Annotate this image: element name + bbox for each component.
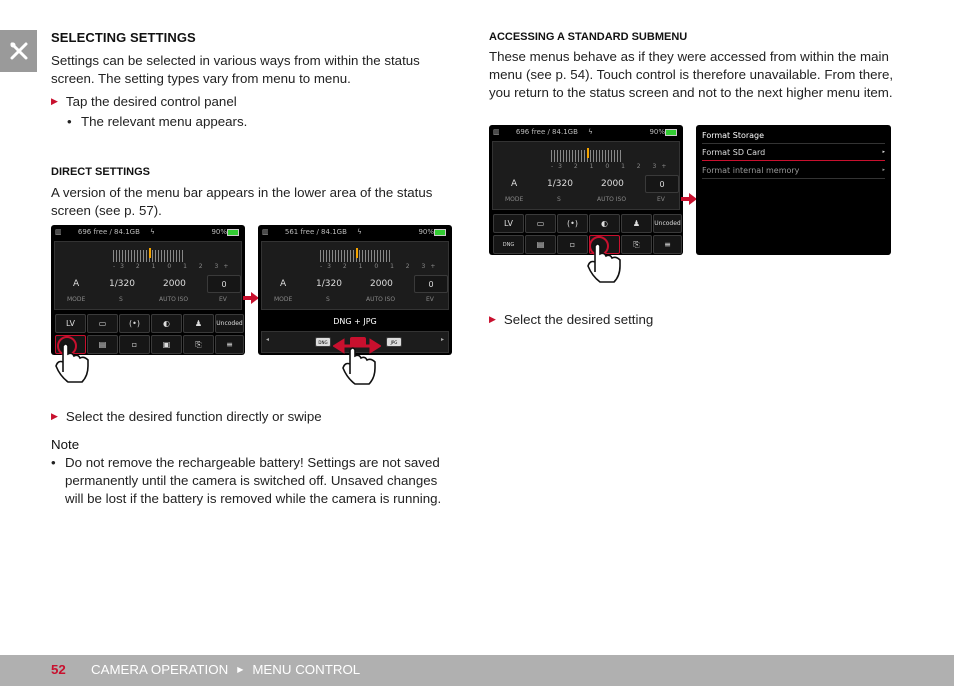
iso-value: 2000 <box>370 279 393 289</box>
file-format-button[interactable]: DNG <box>493 235 524 254</box>
triangle-icon: ▶ <box>237 665 244 674</box>
paragraph-selecting: Settings can be selected in various ways from within the status screen. The setting types vary from menu to menu. <box>51 53 420 86</box>
lens-uncoded-button[interactable]: Uncoded <box>653 214 682 233</box>
chevron-left-icon[interactable]: ◂ <box>266 336 270 343</box>
sd-icon: ▥ <box>493 128 500 136</box>
breadcrumb <box>91 662 360 677</box>
color-icon[interactable]: ◐ <box>589 214 620 233</box>
battery-readout: 90% <box>418 228 434 236</box>
chevron-right-icon: ▸ <box>882 167 885 173</box>
page-number: 52 <box>51 662 66 677</box>
shutter-label: S <box>557 196 561 203</box>
step-tap-control-panel: ▶ Tap the desired control panel <box>51 94 237 109</box>
triangle-icon: ▶ <box>51 96 58 106</box>
note-bullet: • Do not remove the rechargeable battery! Settings are not saved permanently until the camera is switched off. Unsaved changes will be lost if the battery is removed while the camera is running. <box>51 455 442 506</box>
paragraph-accessing: These menus behave as if they were accessed from within the main menu (see p. 54). Touch control is therefore unavailable. From there, you return to the status screen and not to the next higher menu item. <box>489 49 894 100</box>
mode-label: MODE <box>67 296 86 303</box>
submenu-title: Format Storage <box>702 127 885 144</box>
exposure-panel <box>492 141 680 210</box>
format-current-value: DNG + JPG <box>333 317 377 326</box>
battery-readout: 90% <box>211 228 227 236</box>
exposure-scale <box>113 250 183 262</box>
iso-label: AUTO ISO <box>366 296 396 303</box>
exposure-panel <box>261 241 449 310</box>
mode-label: MODE <box>505 196 524 203</box>
jpg-settings-icon[interactable]: ▤ <box>87 335 118 354</box>
storage-readout: 696 free / 84.1GB <box>515 128 578 136</box>
note-title: Note <box>51 437 80 452</box>
jpg-option[interactable]: JPG <box>386 337 402 347</box>
exposure-indicator <box>149 248 151 258</box>
iso-value: 2000 <box>163 279 186 289</box>
storage-readout: 696 free / 84.1GB <box>77 228 140 236</box>
step-select-function: ▶ Select the desired function directly or swipe <box>51 409 322 424</box>
format-storage-submenu <box>696 125 891 255</box>
breadcrumb-subsection: MENU CONTROL <box>252 662 361 677</box>
arrow-right-icon <box>681 193 697 205</box>
hand-swipe-icon <box>333 336 381 386</box>
scale-labels: -3 2 1 0 1 2 3+ <box>320 263 441 270</box>
dng-option[interactable]: DNG <box>315 337 331 347</box>
paragraph-direct: A version of the menu bar appears in the lower area of the status screen (see p. 57). <box>51 185 433 218</box>
breadcrumb-section: CAMERA OPERATION <box>91 662 229 677</box>
iso-value: 2000 <box>601 179 624 189</box>
tools-tab <box>0 30 37 72</box>
mode-label: MODE <box>274 296 293 303</box>
exposure-indicator <box>587 148 589 158</box>
ev-label: EV <box>426 296 434 303</box>
drive-mode-icon[interactable]: ▭ <box>87 314 118 333</box>
mode-value: A <box>73 279 80 289</box>
scale-labels: -3 2 1 0 1 2 3+ <box>113 263 234 270</box>
step-select-setting: ▶ Select the desired setting <box>489 312 654 327</box>
user-profile-icon[interactable]: ♟ <box>183 314 214 333</box>
bullet-menu-appears: • The relevant menu appears. <box>67 114 248 129</box>
export-icon[interactable]: ⎘ <box>183 335 214 354</box>
battery-icon <box>434 229 446 236</box>
drive-mode-icon[interactable]: ▭ <box>525 214 556 233</box>
shutter-value: 1/320 <box>109 279 135 289</box>
lv-button[interactable]: LV <box>493 214 524 233</box>
shutter-label: S <box>119 296 123 303</box>
flash-icon: ϟ <box>357 228 362 236</box>
iso-label: AUTO ISO <box>159 296 189 303</box>
exposure-panel <box>54 241 242 310</box>
hand-pointer-icon <box>50 336 94 386</box>
triangle-icon: ▶ <box>489 314 496 324</box>
shutter-label: S <box>326 296 330 303</box>
page-footer <box>0 655 954 686</box>
lens-uncoded-button[interactable]: Uncoded <box>215 314 244 333</box>
user-profile-icon[interactable]: ♟ <box>621 214 652 233</box>
battery-icon <box>227 229 239 236</box>
shutter-value: 1/320 <box>316 279 342 289</box>
chevron-right-icon[interactable]: ▸ <box>440 336 444 343</box>
export-icon[interactable]: ⎘ <box>621 235 652 254</box>
menu-item-format-sd[interactable]: Format SD Card ▸ <box>702 144 885 161</box>
lv-button[interactable]: LV <box>55 314 86 333</box>
color-icon[interactable]: ◐ <box>151 314 182 333</box>
menu-icon[interactable]: ≡ <box>653 235 682 254</box>
ev-label: EV <box>657 196 665 203</box>
ev-field[interactable]: 0 <box>414 275 448 293</box>
ev-field[interactable]: 0 <box>645 175 679 193</box>
scale-labels: -3 2 1 0 1 2 3+ <box>551 163 672 170</box>
exposure-scale <box>320 250 390 262</box>
metering-icon[interactable]: (•) <box>557 214 588 233</box>
arrow-right-icon <box>243 292 259 304</box>
heading-accessing-submenu: ACCESSING A STANDARD SUBMENU <box>489 31 688 43</box>
jpg-settings-icon[interactable]: ▤ <box>525 235 556 254</box>
storage-readout: 561 free / 84.1GB <box>284 228 347 236</box>
tools-icon <box>9 41 29 61</box>
ev-label: EV <box>219 296 227 303</box>
battery-readout: 90% <box>649 128 665 136</box>
sd-icon: ▥ <box>262 228 269 236</box>
triangle-icon: ▶ <box>51 411 58 421</box>
mode-value: A <box>511 179 518 189</box>
exposure-scale <box>551 150 621 162</box>
menu-item-format-internal[interactable]: Format internal memory ▸ <box>702 162 885 179</box>
heading-selecting-settings: SELECTING SETTINGS <box>51 30 196 45</box>
shutter-value: 1/320 <box>547 179 573 189</box>
sd-icon: ▥ <box>55 228 62 236</box>
iso-label: AUTO ISO <box>597 196 627 203</box>
chevron-right-icon: ▸ <box>882 149 885 155</box>
flash-icon: ϟ <box>150 228 155 236</box>
menu-icon[interactable]: ≡ <box>215 335 244 354</box>
image-icon[interactable]: ▫ <box>557 235 588 254</box>
metering-icon[interactable]: (•) <box>119 314 150 333</box>
flash-icon: ϟ <box>588 128 593 136</box>
image-icon[interactable]: ▫ <box>119 335 150 354</box>
hand-pointer-icon <box>582 236 626 288</box>
battery-icon <box>665 129 677 136</box>
iso-icon[interactable]: ▣ <box>151 335 182 354</box>
exposure-indicator <box>356 248 358 258</box>
heading-direct-settings: DIRECT SETTINGS <box>51 166 151 178</box>
ev-field[interactable]: 0 <box>207 275 241 293</box>
mode-value: A <box>280 279 287 289</box>
